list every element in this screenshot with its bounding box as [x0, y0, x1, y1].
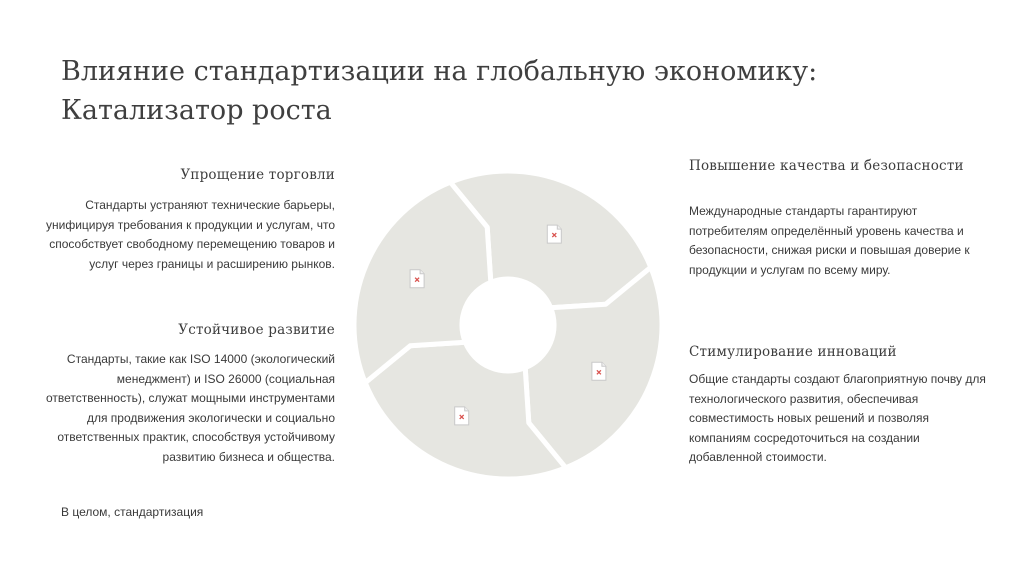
slide-title-line-2: Катализатор роста — [61, 95, 332, 126]
cycle-center — [460, 277, 556, 373]
sustainable-heading: Устойчивое развитие — [178, 322, 335, 338]
broken-image-icon — [455, 407, 469, 425]
innovation-text: Общие стандарты создают благоприятную почву для технологического развития, обеспечивая совместимость новых решений и позволяя компаниям сосредоточиться на создании добавленной стоимости. — [689, 372, 986, 464]
quality-text: Международные стандарты гарантируют потребителям определённый уровень качества и безопасности, снижая риски и повышая доверие к продукции и услугам по всему миру. — [689, 204, 970, 277]
quality-heading: Повышение качества и безопасности — [689, 158, 964, 174]
sustainable-text: Стандарты, такие как ISO 14000 (экологический менеджмент) и ISO 26000 (социальная ответственность), служат мощными инструментами для продвижения экологически и социально ответственных практик, способствуя устойчивому развитию бизнеса и общества. — [45, 352, 335, 464]
quality-block — [689, 158, 989, 280]
trade-text: Стандарты устраняют технические барьеры, унифицируя требования к продукции и услугам, что способствует свободному перемещению товаров и услуг через границы и расширению рынков. — [46, 198, 335, 271]
footer-text: В целом, стандартизация — [61, 505, 204, 519]
slide-title — [61, 52, 861, 130]
broken-image-icon — [592, 362, 606, 380]
slide-title-line-1: Влияние стандартизации на глобальную экономику: — [61, 56, 818, 87]
innovation-block — [689, 344, 989, 468]
innovation-heading: Стимулирование инноваций — [689, 344, 897, 360]
broken-image-icon — [410, 270, 424, 288]
trade-block — [35, 167, 335, 274]
broken-image-icon — [547, 225, 561, 243]
trade-heading: Упрощение торговли — [180, 167, 335, 183]
cycle-diagram — [350, 167, 670, 487]
sustainable-block — [35, 322, 335, 467]
